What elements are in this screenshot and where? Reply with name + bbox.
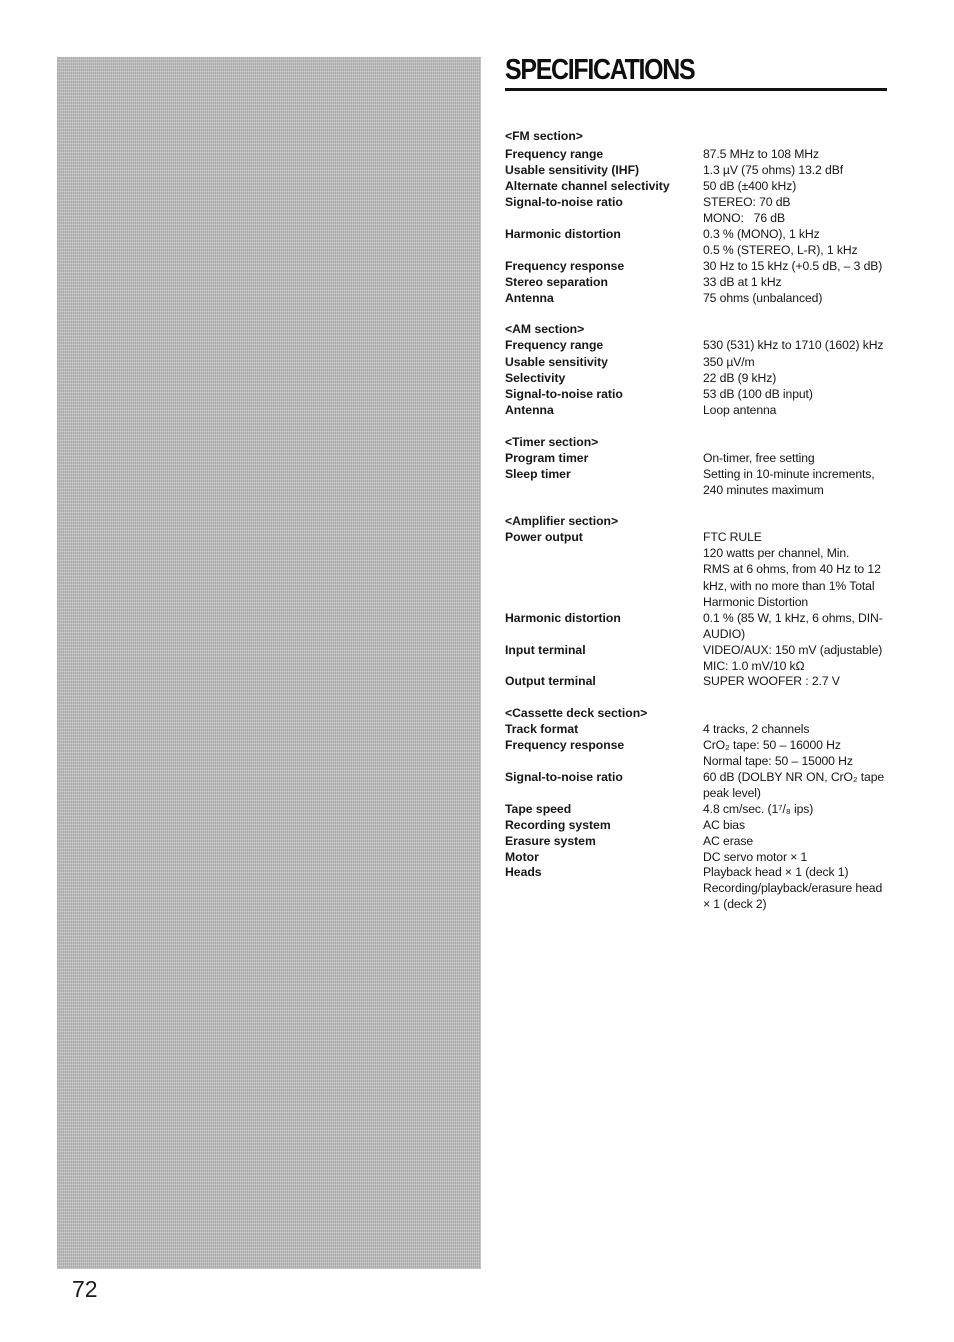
am-usable-sensitivity-label: Usable sensitivity <box>505 355 608 369</box>
tape-speed-label: Tape speed <box>505 802 572 816</box>
cassette-frequency-response-value-line1: CrO₂ tape: 50 – 16000 Hz <box>703 738 841 752</box>
sleep-timer-label: Sleep timer <box>505 467 571 481</box>
am-selectivity-value: 22 dB (9 kHz) <box>703 371 777 385</box>
input-terminal-label: Input terminal <box>505 643 586 657</box>
title-rule <box>505 88 887 91</box>
fm-harmonic-distortion-value-mono: 0.3 % (MONO), 1 kHz <box>703 227 820 241</box>
decorative-texture-panel <box>57 57 481 1269</box>
power-output-value-line4: kHz, with no more than 1% Total <box>703 579 875 593</box>
fm-usable-sensitivity-value: 1.3 µV (75 ohms) 13.2 dBf <box>703 163 844 177</box>
cassette-snr-value-line1: 60 dB (DOLBY NR ON, CrO₂ tape <box>703 770 885 784</box>
am-usable-sensitivity-value: 350 µV/m <box>703 355 755 369</box>
power-output-value-line3: RMS at 6 ohms, from 40 Hz to 12 <box>703 562 881 576</box>
sleep-timer-value-line2: 240 minutes maximum <box>703 483 824 497</box>
fm-snr-value-stereo: STEREO: 70 dB <box>703 195 791 209</box>
heads-label: Heads <box>505 865 542 879</box>
program-timer-label: Program timer <box>505 451 589 465</box>
power-output-label: Power output <box>505 530 583 544</box>
tape-speed-value: 4.8 cm/sec. (1⁷/₈ ips) <box>703 802 814 816</box>
am-selectivity-label: Selectivity <box>505 371 566 385</box>
cassette-section-header: <Cassette deck section> <box>505 706 648 720</box>
motor-value: DC servo motor × 1 <box>703 850 808 864</box>
am-frequency-range-label: Frequency range <box>505 338 604 352</box>
track-format-label: Track format <box>505 722 579 736</box>
fm-harmonic-distortion-value-stereo: 0.5 % (STEREO, L-R), 1 kHz <box>703 243 858 257</box>
heads-value-line3: × 1 (deck 2) <box>703 897 767 911</box>
am-snr-label: Signal-to-noise ratio <box>505 387 623 401</box>
track-format-value: 4 tracks, 2 channels <box>703 722 810 736</box>
amp-harmonic-distortion-value-line1: 0.1 % (85 W, 1 kHz, 6 ohms, DIN- <box>703 611 883 625</box>
timer-section-header: <Timer section> <box>505 435 599 449</box>
am-snr-value: 53 dB (100 dB input) <box>703 387 813 401</box>
fm-alternate-selectivity-value: 50 dB (±400 kHz) <box>703 179 797 193</box>
power-output-value-line1: FTC RULE <box>703 530 762 544</box>
program-timer-value: On-timer, free setting <box>703 451 815 465</box>
cassette-snr-label: Signal-to-noise ratio <box>505 770 623 784</box>
am-antenna-label: Antenna <box>505 403 554 417</box>
heads-value-line1: Playback head × 1 (deck 1) <box>703 865 849 879</box>
fm-frequency-range-label: Frequency range <box>505 147 604 161</box>
fm-stereo-separation-label: Stereo separation <box>505 275 608 289</box>
fm-stereo-separation-value: 33 dB at 1 kHz <box>703 275 782 289</box>
page-title: SPECIFICATIONS <box>505 54 695 86</box>
erasure-system-label: Erasure system <box>505 834 596 848</box>
fm-alternate-selectivity-label: Alternate channel selectivity <box>505 179 670 193</box>
fm-section-header: <FM section> <box>505 129 583 143</box>
fm-antenna-value: 75 ohms (unbalanced) <box>703 291 823 305</box>
am-frequency-range-value: 530 (531) kHz to 1710 (1602) kHz <box>703 338 884 352</box>
cassette-frequency-response-value-line2: Normal tape: 50 – 15000 Hz <box>703 754 853 768</box>
power-output-value-line5: Harmonic Distortion <box>703 595 809 609</box>
fm-usable-sensitivity-label: Usable sensitivity (IHF) <box>505 163 640 177</box>
input-terminal-value-line2: MIC: 1.0 mV/10 kΩ <box>703 659 805 673</box>
cassette-frequency-response-label: Frequency response <box>505 738 625 752</box>
recording-system-label: Recording system <box>505 818 611 832</box>
fm-frequency-response-label: Frequency response <box>505 259 625 273</box>
cassette-snr-value-line2: peak level) <box>703 786 761 800</box>
fm-snr-value-mono: MONO: 76 dB <box>703 211 786 225</box>
page-number: 72 <box>72 1276 98 1302</box>
fm-frequency-range-value: 87.5 MHz to 108 MHz <box>703 147 819 161</box>
output-terminal-value: SUPER WOOFER : 2.7 V <box>703 674 840 688</box>
power-output-value-line2: 120 watts per channel, Min. <box>703 546 850 560</box>
sleep-timer-value-line1: Setting in 10-minute increments, <box>703 467 875 481</box>
output-terminal-label: Output terminal <box>505 674 596 688</box>
recording-system-value: AC bias <box>703 818 745 832</box>
amp-harmonic-distortion-label: Harmonic distortion <box>505 611 621 625</box>
amplifier-section-header: <Amplifier section> <box>505 514 619 528</box>
am-antenna-value: Loop antenna <box>703 403 777 417</box>
amp-harmonic-distortion-value-line2: AUDIO) <box>703 627 746 641</box>
fm-frequency-response-value: 30 Hz to 15 kHz (+0.5 dB, – 3 dB) <box>703 259 883 273</box>
input-terminal-value-line1: VIDEO/AUX: 150 mV (adjustable) <box>703 643 883 657</box>
am-section-header: <AM section> <box>505 322 585 336</box>
motor-label: Motor <box>505 850 539 864</box>
fm-harmonic-distortion-label: Harmonic distortion <box>505 227 621 241</box>
fm-antenna-label: Antenna <box>505 291 554 305</box>
heads-value-line2: Recording/playback/erasure head <box>703 881 883 895</box>
erasure-system-value: AC erase <box>703 834 754 848</box>
fm-snr-label: Signal-to-noise ratio <box>505 195 623 209</box>
